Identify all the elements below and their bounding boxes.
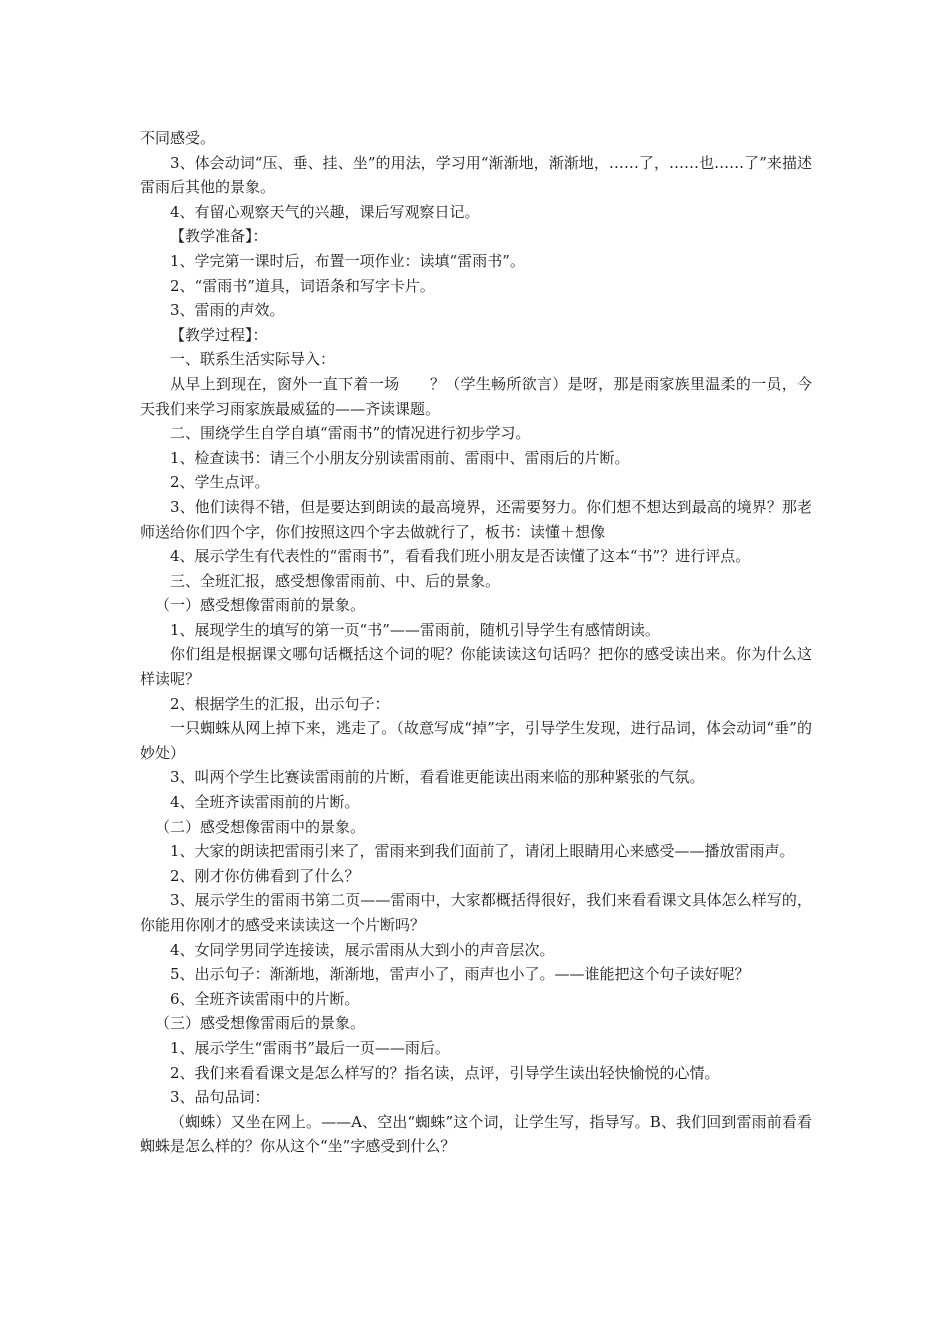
paragraph: 你们组是根据课文哪句话概括这个词的呢？你能读读这句话吗？把你的感受读出来。你为什么这样读呢？ — [140, 645, 812, 689]
paragraph: 2、根据学生的汇报，出示句子： — [170, 694, 390, 713]
paragraph: 1、大家的朗读把雷雨引来了，雷雨来到我们面前了，请闭上眼睛用心来感受——播放雷雨声。 — [170, 842, 795, 861]
paragraph: 二、围绕学生自学自填“雷雨书”的情况进行初步学习。 — [170, 424, 531, 443]
section-heading: 【教学准备】： — [170, 227, 268, 246]
paragraph: 一、联系生活实际导入： — [170, 350, 336, 369]
paragraph: 2、“雷雨书”道具，词语条和写字卡片。 — [170, 276, 435, 295]
paragraph: 3、他们读得不错，但是要达到朗读的最高境界，还需要努力。你们想不想达到最高的境界？那老师送给你们四个字，你们按照这四个字去做就行了，板书：读懂＋想像 — [140, 497, 812, 541]
paragraph: 2、刚才你仿佛看到了什么？ — [170, 866, 360, 885]
paragraph: 3、叫两个学生比赛读雷雨前的片断，看看谁更能读出雨来临的那种紧张的气氛。 — [170, 768, 705, 787]
paragraph: 3、体会动词“压、垂、挂、坐”的用法，学习用“渐渐地，渐渐地，……了，……也……了”来描述雷雨后其他的景象。 — [140, 153, 812, 197]
paragraph: 3、展示学生的雷雨书第二页——雷雨中，大家都概括得很好，我们来看看课文具体怎么样写的，你能用你刚才的感受来读读这一个片断吗？ — [140, 891, 812, 934]
paragraph: 3、品句品词： — [170, 1088, 270, 1107]
paragraph: 5、出示句子：渐渐地，渐渐地，雷声小了，雨声也小了。——谁能把这个句子读好呢？ — [170, 965, 750, 984]
section-heading: 【教学过程】： — [170, 325, 268, 344]
paragraph: 2、我们来看看课文是怎么样写的？指名读，点评，引导学生读出轻快愉悦的心情。 — [170, 1063, 720, 1082]
paragraph: 1、学完第一课时后，布置一项作业：读填“雷雨书”。 — [170, 251, 525, 270]
paragraph: 2、学生点评。 — [170, 473, 270, 492]
document-body — [140, 126, 812, 1159]
subsection-heading: （二）感受想像雷雨中的景象。 — [155, 817, 366, 836]
paragraph: 1、展现学生的填写的第一页“书”——雷雨前，随机引导学生有感情朗读。 — [170, 620, 660, 639]
paragraph: 不同感受。 — [140, 129, 216, 147]
paragraph: 4、女同学男同学连接读，展示雷雨从大到小的声音层次。 — [170, 940, 555, 959]
paragraph: 三、全班汇报，感受想像雷雨前、中、后的景象。 — [170, 571, 501, 590]
paragraph: 1、展示学生“雷雨书”最后一页——雨后。 — [170, 1038, 450, 1057]
paragraph: 一只蜘蛛从网上掉下来，逃走了。（故意写成“掉”字，引导学生发现，进行品词，体会动词“垂”的妙处） — [140, 719, 812, 762]
paragraph: 3、雷雨的声效。 — [170, 301, 285, 320]
paragraph: 4、展示学生有代表性的“雷雨书”，看看我们班小朋友是否读懂了这本“书”？进行评点。 — [170, 547, 751, 566]
paragraph: 1、检查读书：请三个小朋友分别读雷雨前、雷雨中、雷雨后的片断。 — [170, 448, 630, 467]
subsection-heading: （三）感受想像雷雨后的景象。 — [155, 1014, 366, 1033]
paragraph: 6、全班齐读雷雨中的片断。 — [170, 989, 360, 1008]
subsection-heading: （一）感受想像雷雨前的景象。 — [155, 596, 366, 615]
paragraph: 4、有留心观察天气的兴趣，课后写观察日记。 — [170, 202, 480, 221]
paragraph: （蜘蛛）又坐在网上。——A、空出“蜘蛛”这个词，让学生写，指导写。B、我们回到雷雨前看看蜘蛛是怎么样的？你从这个“坐”字感受到什么？ — [140, 1112, 812, 1156]
paragraph: 4、全班齐读雷雨前的片断。 — [170, 793, 360, 812]
paragraph: 从早上到现在，窗外一直下着一场 ？（学生畅所欲言）是呀，那是雨家族里温柔的一员，今天我们来学习雨家族最威猛的——齐读课题。 — [140, 374, 812, 418]
